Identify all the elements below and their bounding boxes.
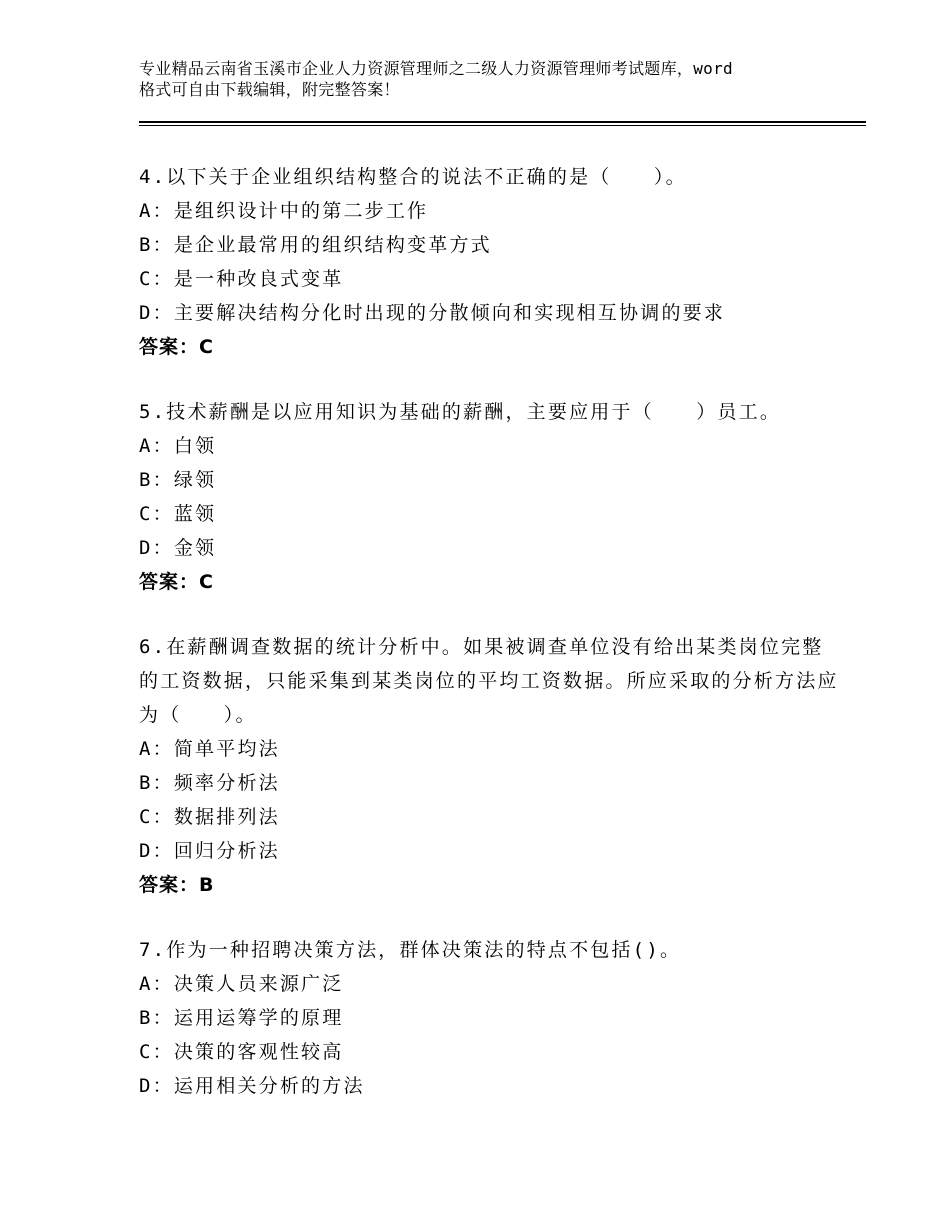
question-stem: 6.在薪酬调查数据的统计分析中。如果被调查单位没有给出某类岗位完整的工资数据，只能采集到某类岗位的平均工资数据。所应采取的分析方法应为（ ）。	[139, 636, 839, 726]
question-stem: 4.以下关于企业组织结构整合的说法不正确的是（ ）。	[139, 166, 687, 188]
document-header	[139, 58, 839, 100]
option-c: C：数据排列法	[139, 806, 280, 828]
question-5	[139, 395, 839, 599]
option-b: B：绿领	[139, 469, 217, 491]
question-4	[139, 160, 839, 364]
option-b: B：运用运筹学的原理	[139, 1007, 344, 1029]
option-c: C：决策的客观性较高	[139, 1041, 344, 1063]
header-divider-thick	[139, 121, 866, 123]
answer-label: 答案：C	[139, 571, 214, 593]
option-d: D：主要解决结构分化时出现的分散倾向和实现相互协调的要求	[139, 302, 726, 324]
question-list	[139, 160, 839, 1134]
option-b: B：频率分析法	[139, 772, 280, 794]
option-c: C：是一种改良式变革	[139, 268, 344, 290]
answer-label: 答案：B	[139, 874, 215, 896]
option-c: C：蓝领	[139, 503, 217, 525]
option-a: A：是组织设计中的第二步工作	[139, 200, 429, 222]
question-7	[139, 933, 839, 1103]
header-line-2: 格式可自由下载编辑，附完整答案！	[139, 80, 400, 99]
option-d: D：运用相关分析的方法	[139, 1075, 365, 1097]
option-a: A：白领	[139, 435, 217, 457]
option-a: A：简单平均法	[139, 738, 280, 760]
option-b: B：是企业最常用的组织结构变革方式	[139, 234, 492, 256]
question-stem: 5.技术薪酬是以应用知识为基础的薪酬，主要应用于（ ）员工。	[139, 401, 782, 423]
option-a: A：决策人员来源广泛	[139, 973, 344, 995]
question-6	[139, 630, 839, 902]
option-d: D：回归分析法	[139, 840, 280, 862]
header-line-1: 专业精品云南省玉溪市企业人力资源管理师之二级人力资源管理师考试题库，word	[139, 59, 733, 78]
option-d: D：金领	[139, 537, 217, 559]
header-divider-thin	[139, 125, 866, 126]
answer-label: 答案：C	[139, 336, 214, 358]
question-stem: 7.作为一种招聘决策方法，群体决策法的特点不包括()。	[139, 939, 682, 961]
